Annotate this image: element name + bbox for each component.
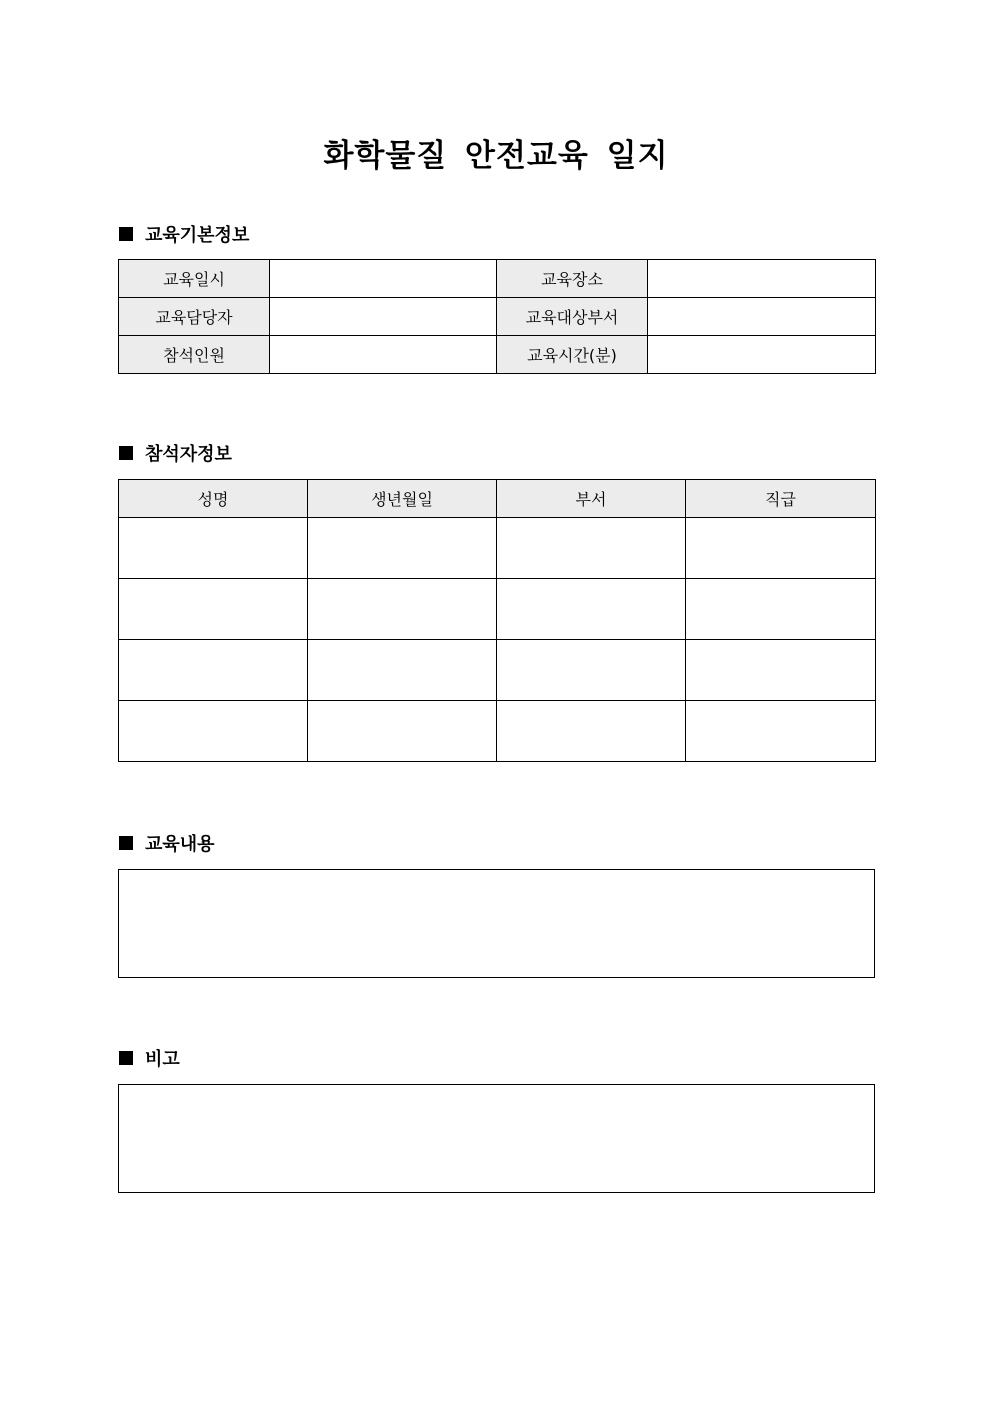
attendee-birthdate-cell[interactable] (308, 640, 497, 701)
square-bullet-icon (119, 227, 133, 241)
field-label: 교육시간(분) (497, 336, 648, 374)
attendee-birthdate-cell[interactable] (308, 701, 497, 762)
attendee-name-cell[interactable] (119, 701, 308, 762)
attendee-position-cell[interactable] (686, 640, 876, 701)
table-row (119, 518, 876, 579)
section-heading-remarks (119, 1046, 180, 1070)
square-bullet-icon (119, 446, 133, 460)
square-bullet-icon (119, 1051, 133, 1065)
field-label: 교육일시 (119, 260, 270, 298)
column-header: 부서 (497, 480, 686, 518)
education-manager-field[interactable] (270, 298, 497, 336)
attendee-count-field[interactable] (270, 336, 497, 374)
table-row (119, 336, 876, 374)
table-row (119, 640, 876, 701)
attendee-table (118, 479, 876, 762)
target-department-field[interactable] (648, 298, 876, 336)
attendee-position-cell[interactable] (686, 579, 876, 640)
square-bullet-icon (119, 836, 133, 850)
attendee-name-cell[interactable] (119, 579, 308, 640)
section-heading-content (119, 831, 215, 855)
table-row (119, 579, 876, 640)
section-heading-label: 교육내용 (145, 834, 215, 855)
column-header: 직급 (686, 480, 876, 518)
field-label: 교육대상부서 (497, 298, 648, 336)
section-heading-attendees (119, 441, 232, 465)
field-label: 교육장소 (497, 260, 648, 298)
education-datetime-field[interactable] (270, 260, 497, 298)
section-heading-basic-info (119, 222, 249, 246)
page-title: 화학물질 안전교육 일지 (323, 138, 669, 174)
section-heading-label: 참석자정보 (145, 444, 232, 465)
basic-info-table (118, 259, 876, 374)
table-row (119, 701, 876, 762)
education-location-field[interactable] (648, 260, 876, 298)
field-label: 교육담당자 (119, 298, 270, 336)
attendee-position-cell[interactable] (686, 701, 876, 762)
attendee-department-cell[interactable] (497, 518, 686, 579)
table-row (119, 260, 876, 298)
attendee-department-cell[interactable] (497, 579, 686, 640)
education-minutes-field[interactable] (648, 336, 876, 374)
education-content-box[interactable] (118, 869, 875, 978)
table-header-row (119, 480, 876, 518)
remarks-box[interactable] (118, 1084, 875, 1193)
column-header: 성명 (119, 480, 308, 518)
field-label: 참석인원 (119, 336, 270, 374)
attendee-name-cell[interactable] (119, 640, 308, 701)
column-header: 생년월일 (308, 480, 497, 518)
table-row (119, 298, 876, 336)
section-heading-label: 교육기본정보 (145, 225, 250, 246)
section-heading-label: 비고 (145, 1049, 180, 1070)
attendee-position-cell[interactable] (686, 518, 876, 579)
attendee-department-cell[interactable] (497, 640, 686, 701)
attendee-name-cell[interactable] (119, 518, 308, 579)
attendee-department-cell[interactable] (497, 701, 686, 762)
attendee-birthdate-cell[interactable] (308, 518, 497, 579)
attendee-birthdate-cell[interactable] (308, 579, 497, 640)
